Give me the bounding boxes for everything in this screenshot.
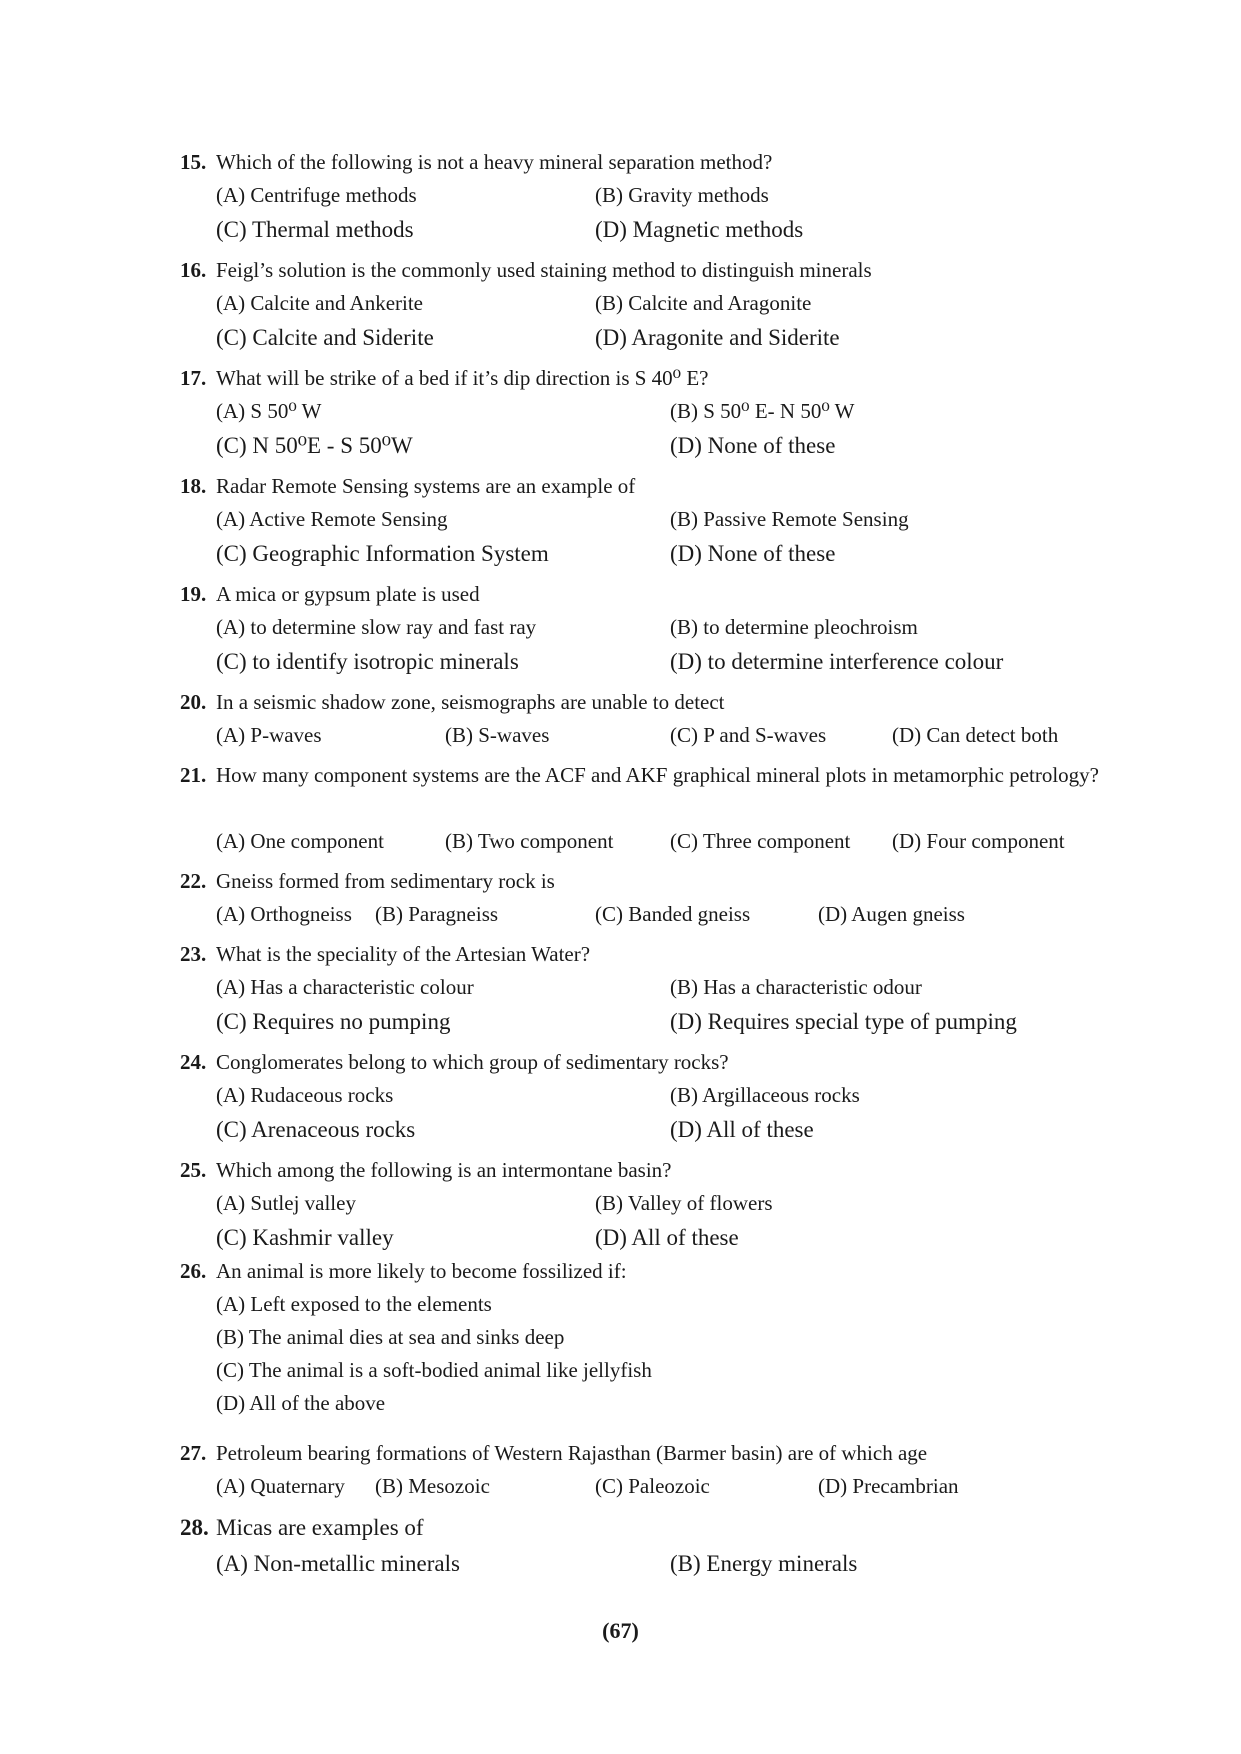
question-number: 20. bbox=[180, 690, 207, 714]
option-c: (C) P and S-waves bbox=[670, 723, 827, 747]
option-b: (B) Has a characteristic odour bbox=[670, 975, 922, 999]
question-23 bbox=[180, 938, 1100, 1039]
question-number: 22. bbox=[180, 869, 207, 893]
question-number: 23. bbox=[180, 942, 207, 966]
question-15 bbox=[180, 146, 1100, 247]
option-a: (A) Active Remote Sensing bbox=[216, 507, 448, 531]
option-b: (B) Energy minerals bbox=[670, 1551, 858, 1576]
question-17 bbox=[180, 362, 1100, 463]
option-d: (D) All of the above bbox=[216, 1391, 386, 1415]
option-c: (C) Geographic Information System bbox=[216, 541, 549, 566]
option-a: (A) Rudaceous rocks bbox=[216, 1083, 394, 1107]
option-c: (C) Three component bbox=[670, 829, 851, 853]
option-c: (C) Calcite and Siderite bbox=[216, 325, 434, 350]
question-number: 28. bbox=[180, 1515, 209, 1540]
option-b: (B) Calcite and Aragonite bbox=[595, 291, 812, 315]
question-24 bbox=[180, 1046, 1100, 1147]
question-number: 16. bbox=[180, 258, 207, 282]
option-c: (C) N 50⁰E - S 50⁰W bbox=[216, 433, 413, 458]
option-d: (D) Magnetic methods bbox=[595, 217, 804, 242]
option-a: (A) Orthogneiss bbox=[216, 902, 352, 926]
option-d: (D) Precambrian bbox=[818, 1474, 959, 1498]
option-a: (A) S 50⁰ W bbox=[216, 399, 322, 423]
option-b: (B) Two component bbox=[445, 829, 614, 853]
question-18 bbox=[180, 470, 1100, 571]
question-text: Which among the following is an intermontane basin? bbox=[216, 1158, 672, 1182]
question-22 bbox=[180, 865, 1100, 931]
option-b: (B) Paragneiss bbox=[375, 902, 499, 926]
question-number: 25. bbox=[180, 1158, 207, 1182]
option-a: (A) Sutlej valley bbox=[216, 1191, 356, 1215]
option-c: (C) Paleozoic bbox=[595, 1474, 710, 1498]
question-28 bbox=[180, 1510, 1100, 1581]
question-25 bbox=[180, 1154, 1100, 1255]
question-number: 21. bbox=[180, 763, 207, 787]
option-a: (A) Left exposed to the elements bbox=[216, 1292, 492, 1316]
question-number: 24. bbox=[180, 1050, 207, 1074]
option-b: (B) Mesozoic bbox=[375, 1474, 490, 1498]
option-c: (C) Requires no pumping bbox=[216, 1009, 451, 1034]
option-b: (B) Argillaceous rocks bbox=[670, 1083, 860, 1107]
question-text: Radar Remote Sensing systems are an example of bbox=[216, 474, 636, 498]
option-b: (B) Gravity methods bbox=[595, 183, 769, 207]
option-b: (B) S-waves bbox=[445, 723, 550, 747]
question-number: 26. bbox=[180, 1259, 207, 1283]
option-d: (D) to determine interference colour bbox=[670, 649, 1004, 674]
question-21 bbox=[180, 759, 1100, 858]
question-text: What will be strike of a bed if it’s dip direction is S 40⁰ E? bbox=[216, 366, 709, 390]
question-16 bbox=[180, 254, 1100, 355]
question-number: 19. bbox=[180, 582, 207, 606]
option-c: (C) Kashmir valley bbox=[216, 1225, 394, 1250]
page-number: (67) bbox=[602, 1618, 639, 1643]
option-a: (A) P-waves bbox=[216, 723, 322, 747]
question-number: 17. bbox=[180, 366, 207, 390]
question-26 bbox=[180, 1255, 1100, 1420]
question-20 bbox=[180, 686, 1100, 752]
question-text: How many component systems are the ACF and AKF graphical mineral plots in metamorphic petrology? bbox=[216, 763, 1099, 787]
option-a: (A) Has a characteristic colour bbox=[216, 975, 474, 999]
question-19 bbox=[180, 578, 1100, 679]
question-text: In a seismic shadow zone, seismographs are unable to detect bbox=[216, 690, 725, 714]
question-text: Petroleum bearing formations of Western Rajasthan (Barmer basin) are of which age bbox=[216, 1441, 928, 1465]
option-d: (D) Requires special type of pumping bbox=[670, 1009, 1017, 1034]
question-number: 18. bbox=[180, 474, 207, 498]
question-text: What is the speciality of the Artesian Water? bbox=[216, 942, 591, 966]
option-a: (A) Calcite and Ankerite bbox=[216, 291, 424, 315]
option-c: (C) Banded gneiss bbox=[595, 902, 751, 926]
option-a: (A) Quaternary bbox=[216, 1474, 345, 1498]
option-b: (B) Passive Remote Sensing bbox=[670, 507, 909, 531]
option-a: (A) One component bbox=[216, 829, 384, 853]
option-d: (D) None of these bbox=[670, 541, 836, 566]
option-d: (D) All of these bbox=[595, 1225, 739, 1250]
question-text: Gneiss formed from sedimentary rock is bbox=[216, 869, 555, 893]
option-c: (C) The animal is a soft-bodied animal like jellyfish bbox=[216, 1358, 652, 1382]
option-c: (C) Thermal methods bbox=[216, 217, 414, 242]
option-d: (D) None of these bbox=[670, 433, 836, 458]
question-number: 15. bbox=[180, 150, 207, 174]
option-a: (A) to determine slow ray and fast ray bbox=[216, 615, 537, 639]
option-d: (D) Aragonite and Siderite bbox=[595, 325, 840, 350]
question-text: Conglomerates belong to which group of sedimentary rocks? bbox=[216, 1050, 729, 1074]
option-c: (C) to identify isotropic minerals bbox=[216, 649, 519, 674]
question-text: Micas are examples of bbox=[216, 1515, 424, 1540]
question-text: Which of the following is not a heavy mineral separation method? bbox=[216, 150, 773, 174]
option-b: (B) The animal dies at sea and sinks deep bbox=[216, 1325, 565, 1349]
question-text: A mica or gypsum plate is used bbox=[216, 582, 480, 606]
option-b: (B) S 50⁰ E- N 50⁰ W bbox=[670, 399, 855, 423]
option-c: (C) Arenaceous rocks bbox=[216, 1117, 416, 1142]
option-a: (A) Centrifuge methods bbox=[216, 183, 417, 207]
option-b: (B) Valley of flowers bbox=[595, 1191, 773, 1215]
question-text: Feigl’s solution is the commonly used staining method to distinguish minerals bbox=[216, 258, 872, 282]
option-d: (D) Can detect both bbox=[892, 723, 1059, 747]
option-b: (B) to determine pleochroism bbox=[670, 615, 918, 639]
option-d: (D) Four component bbox=[892, 829, 1065, 853]
option-d: (D) Augen gneiss bbox=[818, 902, 965, 926]
question-text: An animal is more likely to become fossilized if: bbox=[216, 1259, 627, 1283]
option-d: (D) All of these bbox=[670, 1117, 814, 1142]
question-27 bbox=[180, 1437, 1100, 1503]
question-number: 27. bbox=[180, 1441, 207, 1465]
option-a: (A) Non-metallic minerals bbox=[216, 1551, 460, 1576]
